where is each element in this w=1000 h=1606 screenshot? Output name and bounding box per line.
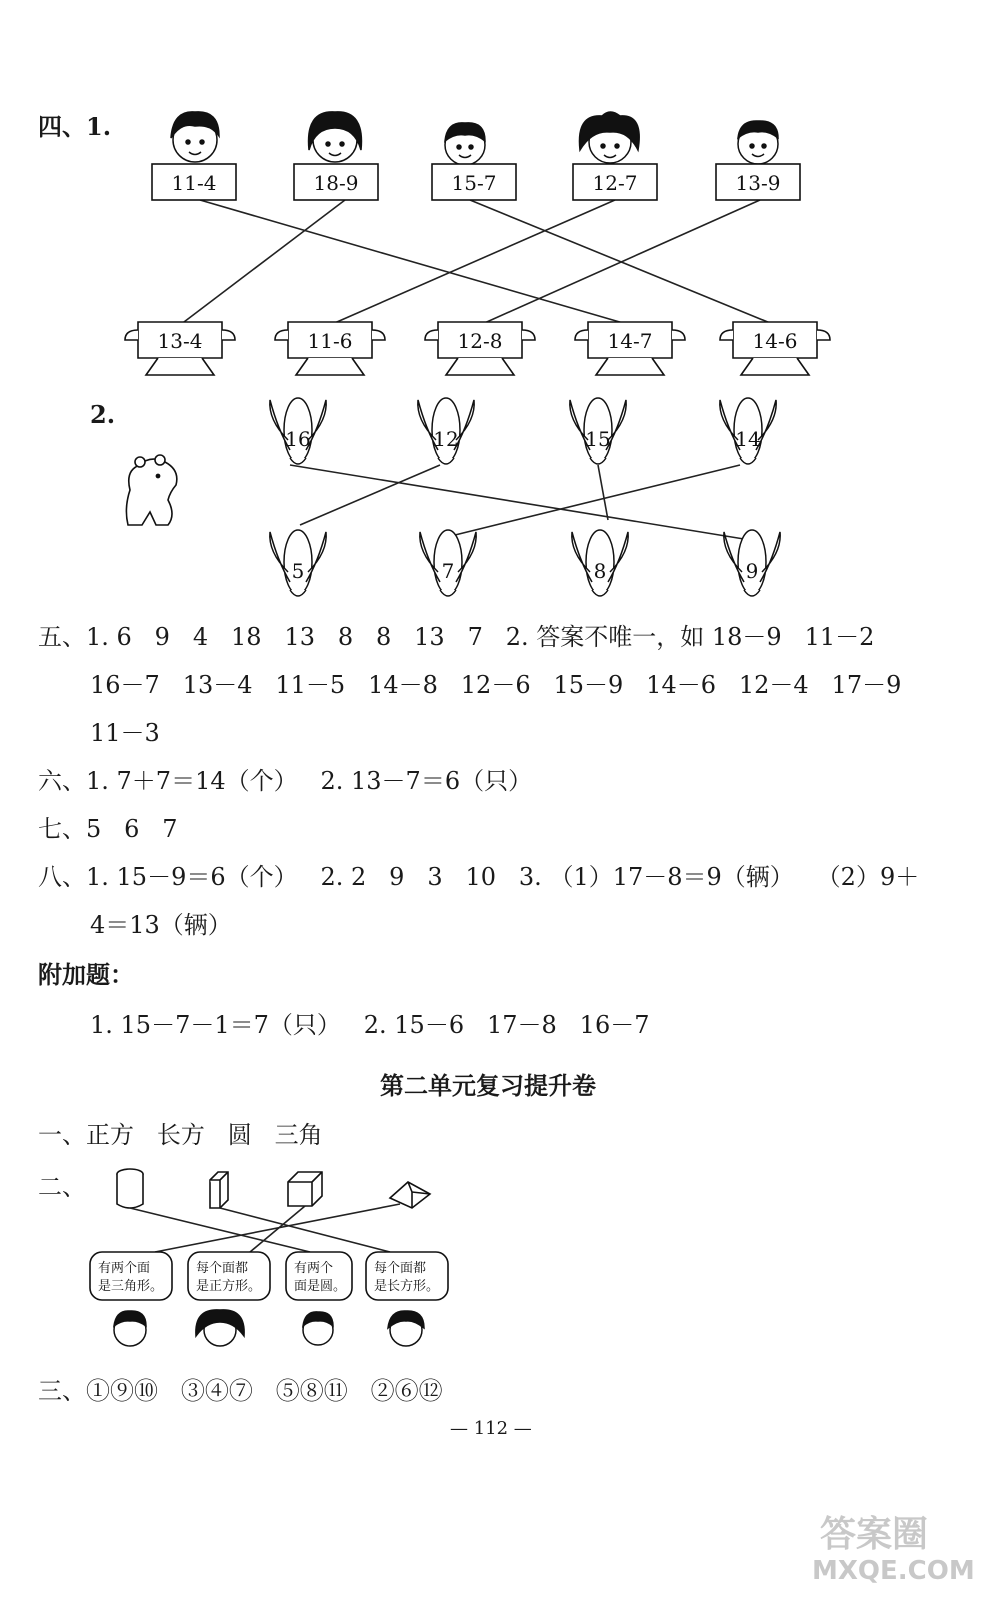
bottom-box-1: 13-4: [157, 329, 203, 353]
bottom-box-4: 14-7: [607, 329, 653, 353]
top-box-5: 13-9: [735, 171, 781, 195]
cylinder-icon: [117, 1169, 143, 1208]
top-box-4: 12-7: [592, 171, 638, 195]
bubble-2-line-1: 每个面都: [196, 1261, 249, 1276]
bubble-4-line-1: 每个面都: [374, 1261, 427, 1276]
cube-icon: [288, 1172, 322, 1206]
corn-bottom-1: 5: [291, 559, 305, 583]
kid-heads: [114, 1310, 424, 1346]
page-number: — 112 —: [450, 1418, 532, 1439]
section-5-line-3: 11－3: [90, 719, 160, 747]
section-8-line-2: 4＝13（辆）: [90, 911, 232, 939]
corn-top-4: 14: [735, 427, 761, 451]
bubble-3-line-1: 有两个: [294, 1261, 334, 1276]
top-box-1: 11-4: [171, 171, 217, 195]
corn-bottom-2: 7: [441, 559, 455, 583]
cuboid-icon: [210, 1172, 228, 1208]
section-5-line-2: 16－7 13－4 11－5 14－8 12－6 15－9 14－6 12－4 17－9: [90, 671, 902, 699]
child-heads: [171, 112, 778, 165]
unit-2-section-1: 一、正方 长方 圆 三角: [38, 1121, 323, 1149]
section-8-line-1: 八、1. 15－9＝6（个） 2. 2 9 3 10 3. （1）17－8＝9（辆） （2）9＋: [38, 863, 920, 891]
bottom-box-2: 11-6: [307, 329, 353, 353]
unit-2-section-2-label: 二、: [38, 1173, 86, 1201]
bubble-1-line-2: 是三角形。: [98, 1279, 164, 1294]
extra-title: 附加题：: [38, 960, 134, 989]
top-box-3: 15-7: [451, 171, 497, 195]
corn-bottom-4: 9: [745, 559, 759, 583]
q2-label: 2.: [90, 400, 116, 429]
bear-icon: [126, 455, 176, 525]
corn-top-1: 16: [285, 427, 311, 451]
section-4-label: 四、1.: [38, 112, 112, 141]
watermark-logo: 答案圈: [820, 1514, 929, 1555]
bubble-4-line-2: 是长方形。: [374, 1279, 440, 1294]
section-7-line: 七、5 6 7: [38, 815, 178, 843]
shapes-matching-diagram: [60, 1160, 480, 1360]
section-6-line: 六、1. 7＋7＝14（个） 2. 13－7＝6（只）: [38, 767, 533, 795]
bubble-2-line-2: 是正方形。: [196, 1279, 262, 1294]
top-box-2: 18-9: [313, 171, 359, 195]
bottom-box-3: 12-8: [457, 329, 503, 353]
bottom-box-5: 14-6: [752, 329, 798, 353]
extra-line: 1. 15－7－1＝7（只） 2. 15－6 17－8 16－7: [90, 1011, 650, 1039]
unit-2-heading: 第二单元复习提升卷: [380, 1072, 596, 1100]
bubble-3-line-2: 面是圆。: [294, 1279, 347, 1294]
section-5-line-1: 五、1. 6 9 4 18 13 8 8 13 7 2. 答案不唯一，如 18－9 11－2: [38, 623, 875, 651]
matching-diagram-1: [0, 100, 1000, 390]
corn-top-2: 12: [433, 427, 459, 451]
matching-diagram-2: [0, 390, 1000, 620]
watermark-url: MXQE.COM: [812, 1556, 975, 1586]
corn-icons: [270, 398, 780, 596]
unit-2-section-3: 三、①⑨⑩ ③④⑦ ⑤⑧⑪ ②⑥⑫: [38, 1377, 443, 1405]
corn-bottom-3: 8: [593, 559, 607, 583]
corn-top-3: 15: [585, 427, 611, 451]
bubble-1-line-1: 有两个面: [98, 1261, 151, 1276]
